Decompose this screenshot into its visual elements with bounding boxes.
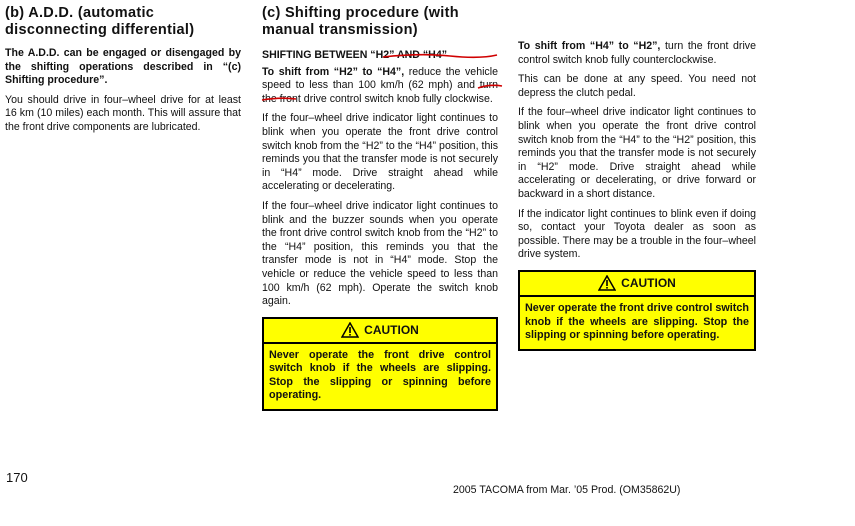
buzzer-paragraph: If the four–wheel drive indicator light continues to blink and the buzzer sounds when you operate the front drive control switch knob from the “H2” to the “H4” position, this reminds you that the transfer mode is not in “H4” mode. Stop the vehicle or reduce the vehicle speed to less than 100 km/h (62 mph). Operate the switch knob again. bbox=[262, 199, 498, 308]
caution-title: CAUTION bbox=[621, 275, 676, 290]
h4-to-h2-paragraph bbox=[518, 40, 756, 67]
section-title-add: (b) A.D.D. (automatic disconnecting differential) bbox=[5, 5, 195, 38]
caution-header bbox=[520, 272, 754, 297]
h4-to-h2-text: turn the front drive control switch knob fully counterclockwise. bbox=[518, 40, 756, 66]
caution-box bbox=[262, 317, 498, 411]
section-title-shifting: (c) Shifting procedure (with manual transmission) bbox=[262, 5, 459, 38]
column-right bbox=[518, 0, 756, 351]
footer-text: 2005 TACOMA from Mar. ’05 Prod. (OM35862U) bbox=[453, 484, 681, 496]
any-speed-paragraph: This can be done at any speed. You need not depress the clutch pedal. bbox=[518, 73, 756, 99]
warning-triangle-icon bbox=[598, 275, 616, 291]
column-middle bbox=[262, 0, 498, 411]
h2-to-h4-paragraph bbox=[262, 66, 498, 107]
h4-to-h2-lead: To shift from “H4” to “H2”, bbox=[518, 40, 661, 52]
blink-paragraph: If the four–wheel drive indicator light continues to blink when you operate the front drive control switch knob from the “H2” to the “H4” position, this reminds you that the transfer mode is not securely in “H4” mode. Drive straight ahead while accelerating or decelerating. bbox=[262, 112, 498, 193]
add-paragraph: You should drive in four–wheel drive for at least 16 km (10 miles) each month. This will assure that the front drive components are lubricated. bbox=[5, 93, 241, 133]
subheading-h2-h4: SHIFTING BETWEEN “H2” AND “H4” bbox=[262, 49, 448, 61]
caution-header bbox=[264, 319, 496, 344]
add-intro: The A.D.D. can be engaged or disengaged by the shifting operations described in “(c) Shifting procedure”. bbox=[5, 47, 241, 87]
h2-to-h4-lead: To shift from “H2” to “H4”, bbox=[262, 65, 405, 78]
dealer-paragraph: If the indicator light continues to blink even if doing so, contact your Toyota dealer as soon as possible. There may be a trouble in the four–wheel drive system. bbox=[518, 207, 756, 261]
page-number: 170 bbox=[6, 470, 28, 485]
blink-h2-paragraph: If the four–wheel drive indicator light continues to blink when you operate the front drive control switch knob from the “H4” to the “H2” position, this reminds you that the transfer mode is not securely in “H2” mode. Drive straight ahead while accelerating or decelerating, or drive forward or backward in a short distance. bbox=[518, 106, 756, 200]
warning-triangle-icon bbox=[341, 322, 359, 338]
caution-box bbox=[518, 270, 756, 351]
caution-title: CAUTION bbox=[364, 322, 419, 337]
h2-to-h4-text: reduce the vehicle speed to less than 100 km/h (62 mph) and turn the front drive control switch knob fully clockwise. bbox=[262, 65, 498, 105]
caution-text: Never operate the front drive control switch knob if the wheels are slipping. Stop the slipping or spinning before operating. bbox=[269, 348, 491, 402]
column-left bbox=[5, 0, 241, 141]
caution-text: Never operate the front drive control switch knob if the wheels are slipping. Stop the slipping or spinning before operating. bbox=[525, 301, 749, 342]
